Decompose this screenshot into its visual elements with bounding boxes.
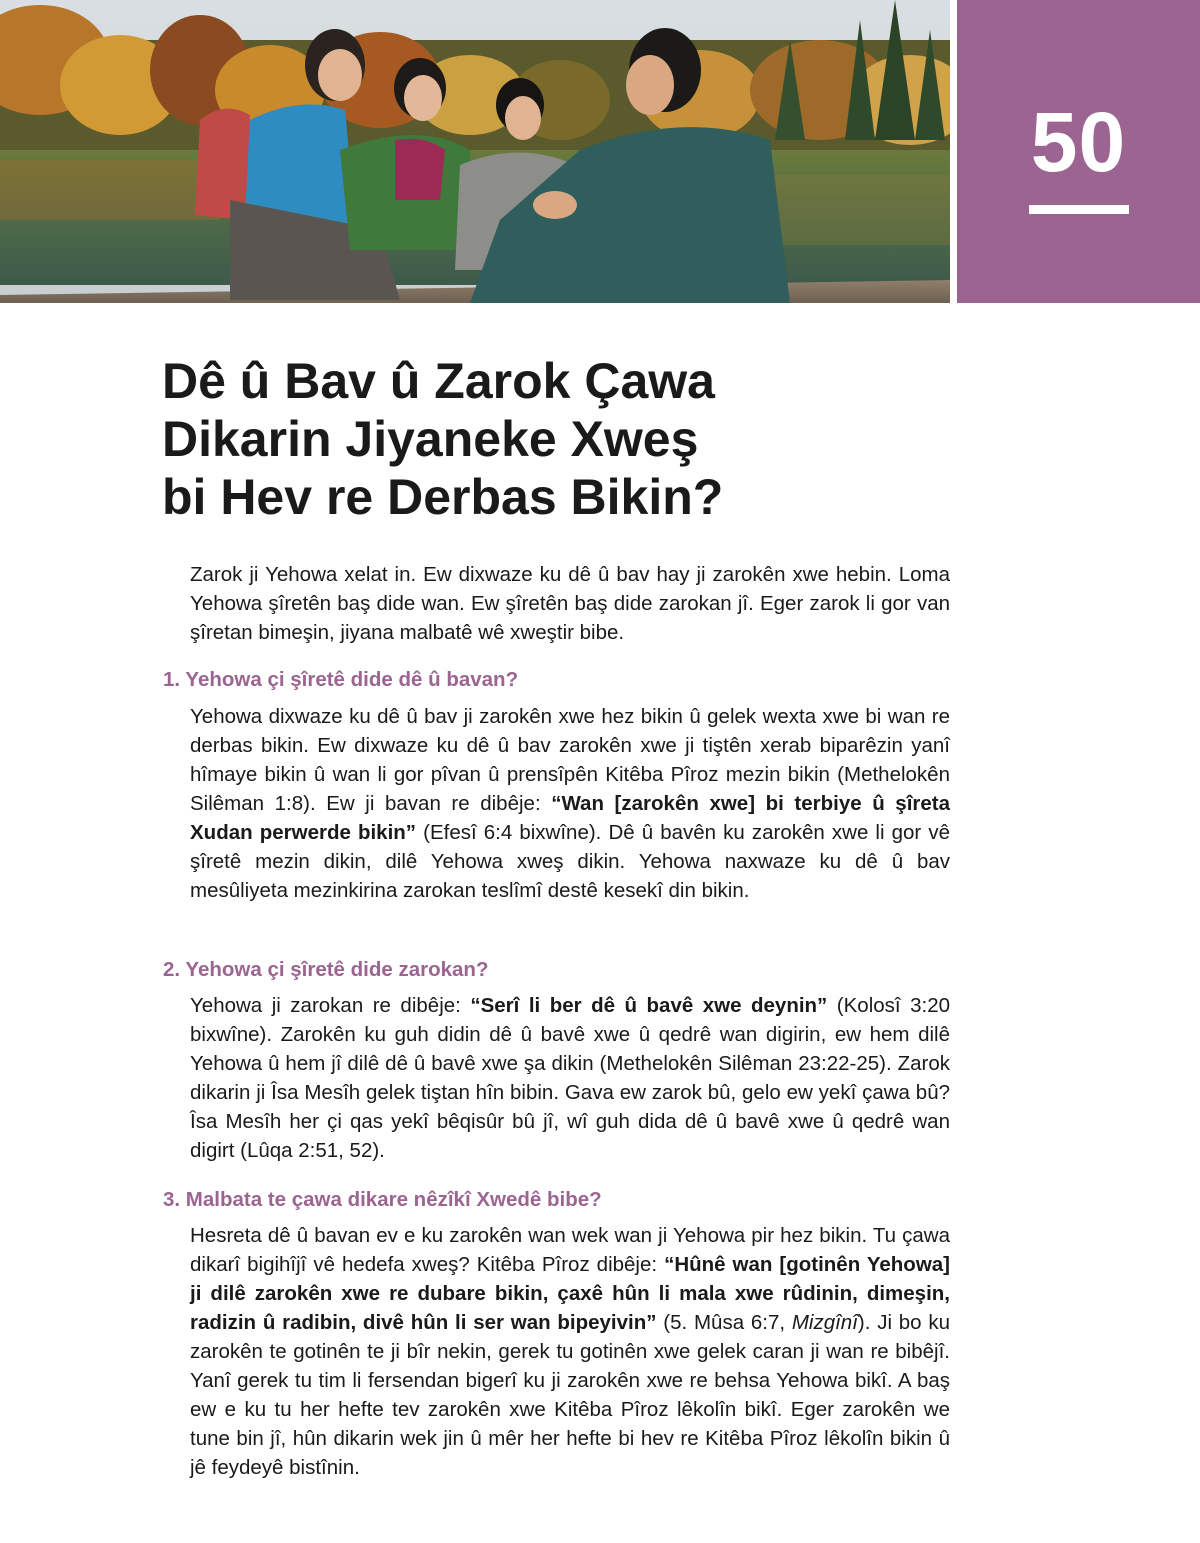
paragraph-text: (5. Mûsa 6:7, xyxy=(656,1311,792,1334)
title-line: Dê û Bav û Zarok Çawa xyxy=(162,353,715,409)
question-heading: 2. Yehowa çi şîretê dide zarokan? xyxy=(163,958,489,981)
paragraph-text: ). Ji bo ku zarokên te gotinên te ji bîr nekin, gerek tu gotinên xwe gelek caran ji wan re bibêjî. Yanî gerek tu tim li fersendan bigerî ku ji zarokên xwe re behsa Yehowa bikî. A baş ew e ku tu her hefte tev zarokên xwe Kitêba Pîroz lêkolîn bikî. Eger zarokên we tune bin jî, hûn dikarin wek jin û mêr her hefte bi hev re Kitêba Pîroz lêkolîn bikin û jê feydeyê bistînin. xyxy=(190,1311,950,1479)
paragraph-text: (Kolosî 3:20 bixwîne). Zarokên ku guh didin dê û bavê xwe û qedrê wan digirin, ew hem dilê Yehowa û hem jî dilê dê û bavê xwe şa dikin (Methelokên Silêman 23:22-25). Zarok dikarin ji Îsa Mesîh gelek tiştan hîn bibin. Gava ew zarok bû, gelo ew yekî çawa bû? Îsa Mesîh her çi qas yekî bêqisûr bû jî, wî guh dida dê û bavê xwe û qedrê wan digirt (Lûqa 2:51, 52). xyxy=(190,994,950,1162)
lesson-number-underline xyxy=(1029,205,1129,214)
page-title xyxy=(162,352,962,526)
paragraph-text: Yehowa ji zarokan re dibêje: xyxy=(190,994,471,1017)
paragraph-text: (Efesî 6:4 bixwîne). Dê û bavên ku zarokên xwe li gor vê şîretê mezin dikin, dilê Yehowa xweş dikin. Yehowa naxwaze ku dê û bav mesûliyeta mezinkirina zarokan teslîmî destê kesekî din bikin. xyxy=(190,821,950,902)
scripture-quote: “Wan [zarokên xwe] bi terbiye û şîreta Xudan perwerde bikin” xyxy=(190,792,950,844)
header-photo xyxy=(0,0,950,303)
answer-paragraph xyxy=(190,991,950,1165)
title-line: Dikarin Jiyaneke Xweş xyxy=(162,411,699,467)
scripture-quote: “Hûnê wan [gotinên Yehowa] ji dilê zarokên xwe re dubare bikin, çaxê hûn li mala xwe rûdinin, dimeşin, radizin û radibin, divê hûn li ser wan bipeyivin” xyxy=(190,1253,950,1334)
answer-paragraph xyxy=(190,702,950,905)
intro-paragraph: Zarok ji Yehowa xelat in. Ew dixwaze ku dê û bav hay ji zarokên xwe hebin. Loma Yehowa şîretên baş dide wan. Ew şîretên baş dide zarokan jî. Eger zarok li gor van şîretan bimeşin, jiyana malbatê wê xweştir bibe. xyxy=(190,563,950,644)
title-line: bi Hev re Derbas Bikin? xyxy=(162,469,724,525)
paragraph-text: Yehowa dixwaze ku dê û bav ji zarokên xwe hez bikin û gelek wexta xwe bi wan re derbas bikin. Ew dixwaze ku dê û bav zarokên xwe ji tiştên xerab biparêzin yanî hîmaye bikin û wan li gor pîvan û prensîpên Kitêba Pîroz mezin bikin (Methelokên Silêman 1:8). Ew ji bavan re dibêje: xyxy=(190,705,950,815)
scripture-quote: “Serî li ber dê û bavê xwe deynin” xyxy=(470,994,828,1017)
lesson-number-block xyxy=(957,0,1200,303)
paragraph-text: Hesreta dê û bavan ev e ku zarokên wan wek wan ji Yehowa pir hez bikin. Tu çawa dikarî bigihîjî vê hedefa xweş? Kitêba Pîroz dibêje: xyxy=(190,1224,950,1276)
family-by-lake-photo xyxy=(0,0,950,303)
answer-paragraph xyxy=(190,1221,950,1482)
question-heading: 3. Malbata te çawa dikare nêzîkî Xwedê bibe? xyxy=(163,1188,602,1211)
lesson-number: 50 xyxy=(1030,95,1127,189)
question-heading: 1. Yehowa çi şîretê dide dê û bavan? xyxy=(163,668,519,691)
bible-translation-name: Mizgînî xyxy=(791,1311,858,1334)
